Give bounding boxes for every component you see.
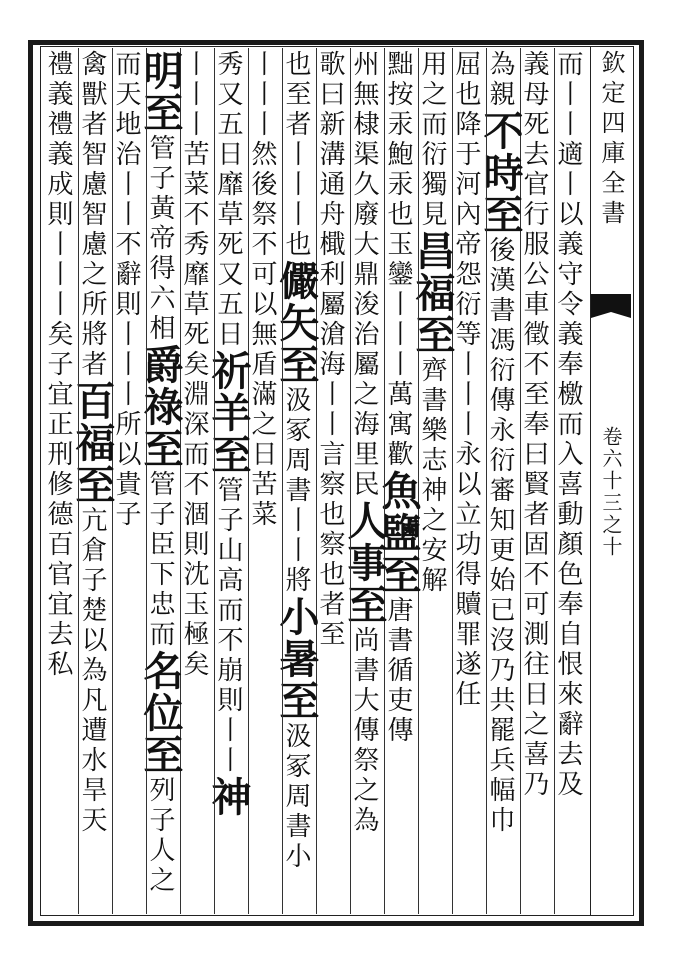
text-column <box>375 50 422 910</box>
text-column <box>316 50 350 910</box>
heading-term: 儼矢至 <box>273 260 320 386</box>
column-rule <box>452 48 453 914</box>
body-text: 也至者丨丨丨也 <box>281 50 311 260</box>
heading-term: 小暑至 <box>273 596 320 722</box>
heading-term: 神 <box>205 776 252 818</box>
body-text: 齊書樂志神之安解 <box>417 356 447 596</box>
book-title: 欽定四庫全書 <box>597 50 625 230</box>
heading-term: 明至 <box>137 50 184 134</box>
body-text: 黜按汞鮑汞也 <box>383 50 413 230</box>
body-text: 而天地治丨丨 <box>111 50 141 230</box>
column-rule <box>350 48 351 914</box>
text-column <box>112 50 146 910</box>
body-text: 丨丨丨苦菜不秀靡草死 <box>179 50 209 350</box>
text-column <box>44 50 78 910</box>
body-text: 所以貴子 <box>111 410 141 530</box>
body-text: 管子臣下忠而 <box>145 470 175 650</box>
volume-label: 卷六十三之十 <box>599 426 623 558</box>
text-column <box>477 50 524 910</box>
body-text: 禮義禮義成則丨丨丨矣 <box>43 50 73 350</box>
fishtail-mark-icon <box>591 288 631 328</box>
body-text: 言察也察也者至 <box>315 440 345 650</box>
column-rule <box>180 48 181 914</box>
body-text: 矣淵深而不涸則沈玉極矣 <box>179 350 209 680</box>
body-text: 禽獸者智慮智慮之所將者 <box>77 50 107 380</box>
body-text: 用之而衍獨見 <box>417 50 447 230</box>
column-rule <box>554 48 555 914</box>
text-column <box>341 50 388 910</box>
body-text: 為親 <box>485 50 515 110</box>
column-rule <box>214 48 215 914</box>
text-column <box>520 50 554 910</box>
heading-term: 不時至 <box>477 110 524 236</box>
body-text: 義母死去官行服公車徵不至奉曰賢者固不可測往日之喜乃 <box>519 50 549 800</box>
body-text: 不辭則丨丨丨 <box>111 230 141 410</box>
heading-term: 爵祿至 <box>137 344 184 470</box>
body-text: 子宜正刑修德百官宜去私 <box>43 350 73 680</box>
body-text: 秀又五日靡草死又五日 <box>213 50 243 350</box>
body-text: 汲冢周書小 <box>281 722 311 872</box>
column-rule <box>316 48 317 914</box>
text-column <box>248 50 282 910</box>
body-text: 丨丨適丨以義守令義奉檄而入喜動顏色奉自恨來辭去及 <box>553 80 583 800</box>
body-text: 尚書大傳祭之為 <box>349 626 379 836</box>
body-text: 管子山高而不崩則丨丨 <box>213 476 243 776</box>
body-text: 屈也 <box>451 50 481 110</box>
body-text: 玉鑾丨丨丨萬寓歡 <box>383 230 413 470</box>
body-text: 管子黃帝得六相 <box>145 134 175 344</box>
body-text: 後漢書馮衍傳永衍審知更始已沒乃共罷兵幅巾 <box>485 236 515 836</box>
body-text: 亢倉子楚以為凡遭水旱天 <box>77 506 107 836</box>
body-text: 歌曰新溝通舟檝利屬滄海丨丨 <box>315 50 345 440</box>
text-column <box>409 50 456 910</box>
body-text: 唐書循吏傳 <box>383 596 413 746</box>
text-column <box>137 50 184 910</box>
body-text: 滿之日苦菜 <box>247 380 277 530</box>
body-text: 不可以無盾 <box>247 230 277 380</box>
body-text: 州無棣渠久廢大鼎浚治屬之海里民 <box>349 50 379 500</box>
header-strip <box>590 46 632 916</box>
column-rule <box>384 48 385 914</box>
column-rule <box>78 48 79 914</box>
column-rule <box>282 48 283 914</box>
text-column <box>273 50 320 910</box>
heading-term: 魚鹽至 <box>375 470 422 596</box>
heading-term: 名位至 <box>137 650 184 776</box>
heading-term: 祈羊至 <box>205 350 252 476</box>
text-column <box>205 50 252 910</box>
text-column <box>554 50 588 910</box>
body-text: 而 <box>553 50 583 80</box>
text-column <box>180 50 214 910</box>
heading-term: 人事至 <box>341 500 388 626</box>
body-text: 丨丨丨然後祭 <box>247 50 277 230</box>
heading-term: 昌福至 <box>409 230 456 356</box>
column-rule <box>146 48 147 914</box>
body-text: 列子人之 <box>145 776 175 896</box>
heading-term: 百福至 <box>69 380 116 506</box>
text-column <box>69 50 116 910</box>
column-rule <box>486 48 487 914</box>
body-text: 汲冢周書丨丨將 <box>281 386 311 596</box>
body-text: 降于河內帝怨衍等丨丨丨永以立功得贖罪遂任 <box>451 110 481 710</box>
text-column <box>452 50 486 910</box>
